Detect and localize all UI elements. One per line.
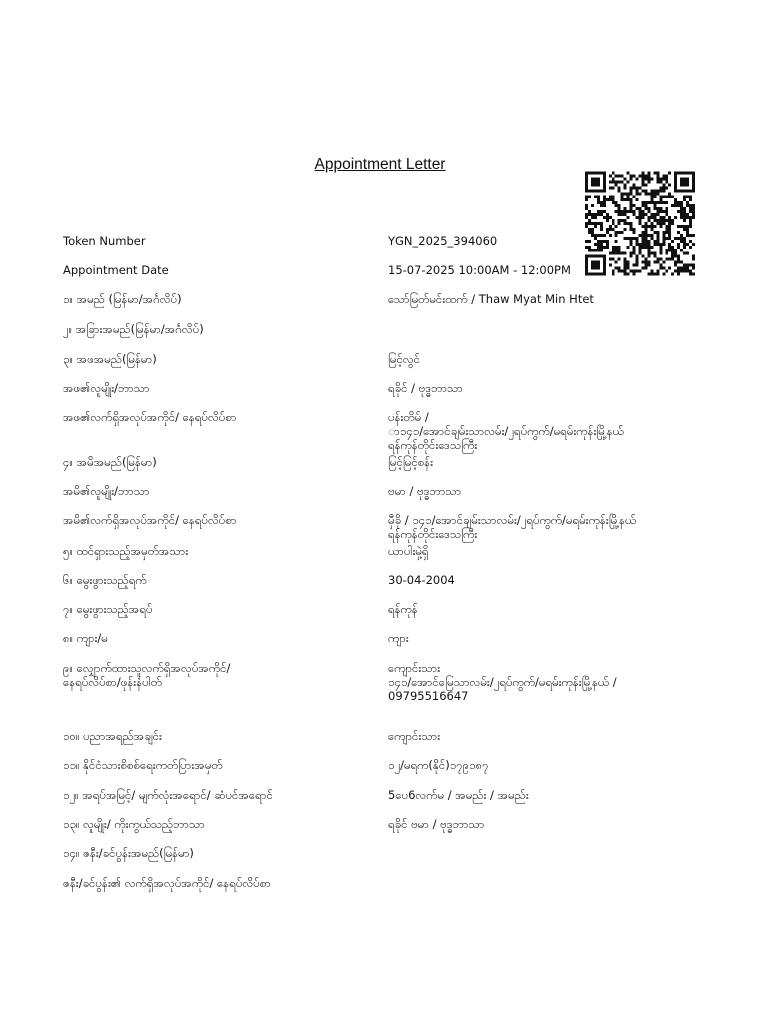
ethnicity-religion-value: ရခိုင် ဗမာ / ဗုဒ္ဓဘာသာ — [388, 817, 485, 831]
father-name-value: မြင့်လွင် — [388, 352, 421, 366]
gender-label: ၈။ ကျား/မ — [63, 631, 108, 645]
mother-occupation-value: မှီခို / ၁၄၁/အောင်ချမ်းသာလမ်း/၂ရပ်ကွက်/မရမ်းကုန်းမြို့နယ် ရန်ကုန်တိုင်းဒေသကြီး — [388, 513, 637, 541]
page-title: Appointment Letter — [314, 156, 446, 173]
token-number-label: Token Number — [63, 234, 146, 248]
birth-date-label: ၆။ မွေးဖွားသည့်ရက် — [63, 573, 147, 587]
mother-name-value: မြင့်မြင့်စန်း — [388, 455, 434, 469]
father-ethnicity-value: ရခိုင် / ဗုဒ္ဓဘာသာ — [388, 381, 463, 395]
applicant-occupation-label: ၉။ လျှောက်ထားသူလက်ရှိအလုပ်အကိုင်/ နေရပ်လိပ်စာ/ဖုန်းနံပါတ် — [63, 661, 231, 689]
father-occupation-value: ပန်းတိမ် / ာ၁၄၁/အောင်ချမ်းသာလမ်း/၂ရပ်ကွက်/မရမ်းကုန်းမြို့နယ် ရန်ကုန်တိုင်းဒေသကြီး — [388, 410, 624, 452]
height-eye-hair-value: 5ပေ6လက်မ / အမည်း / အမည်း — [388, 788, 529, 802]
education-value: ကျောင်းသား — [388, 729, 441, 743]
name-value: သော်မြတ်မင်းထက် / Thaw Myat Min Htet — [388, 292, 594, 306]
father-ethnicity-label: အဖ၏လူမျိုး/ဘာသာ — [63, 381, 150, 395]
token-number-value: YGN_2025_394060 — [388, 234, 498, 248]
birth-place-value: ရန်ကုန် — [388, 602, 418, 616]
birth-place-label: ၇။ မွေးဖွားသည့်အရပ် — [63, 602, 153, 616]
ethnicity-religion-label: ၁၃။ လူမျိုး/ ကိုးကွယ်သည့်ဘာသာ — [63, 817, 205, 831]
spouse-name-label: ၁၄။ ဇနီး/ခင်ပွန်းအမည်(မြန်မာ) — [63, 846, 194, 860]
distinguishing-mark-value: ယာပါးမှဲ့ရှိ — [388, 544, 429, 558]
father-occupation-label: အဖ၏လက်ရှိအလုပ်အကိုင်/ နေရပ်လိပ်စာ — [63, 410, 237, 424]
gender-value: ကျား — [388, 631, 409, 645]
mother-occupation-label: အမိ၏လက်ရှိအလုပ်အကိုင်/ နေရပ်လိပ်စာ — [63, 513, 237, 527]
distinguishing-mark-label: ၅။ ထင်ရှားသည့်အမှတ်အသား — [63, 544, 189, 558]
nrc-value: ၁၂/မရက(နိုင်)၁၇၉၁၈၇ — [388, 758, 489, 772]
education-label: ၁၀။ ပညာအရည်အချင်း — [63, 729, 162, 743]
mother-ethnicity-value: ဗမာ / ဗုဒ္ဓဘာသာ — [388, 484, 462, 498]
nrc-label: ၁၁။ နိုင်ငံသားစိစစ်ရေးကတ်ပြားအမှတ် — [63, 758, 223, 772]
other-name-label: ၂။ အခြားအမည်(မြန်မာ/အင်္ဂလိပ်) — [63, 322, 204, 336]
qr-code-icon — [585, 171, 695, 276]
applicant-occupation-value: ကျောင်းသား ၁၄၁/အောင်မြေသာလမ်း/၂ရပ်ကွက်/မရမ်းကုန်းမြို့နယ် / 09795516647 — [388, 661, 617, 703]
mother-name-label: ၄။ အမိအမည်(မြန်မာ) — [63, 455, 157, 469]
spouse-occupation-label: ဇနီး/ခင်ပွန်း၏ လက်ရှိအလုပ်အကိုင်/ နေရပ်လိပ်စာ — [63, 876, 271, 890]
appointment-date-value: 15-07-2025 10:00AM - 12:00PM — [388, 263, 571, 277]
mother-ethnicity-label: အမိ၏လူမျိုး/ဘာသာ — [63, 484, 150, 498]
name-label: ၁။ အမည် (မြန်မာ/အင်္ဂလိပ်) — [63, 292, 182, 306]
father-name-label: ၃။ အဖအမည်(မြန်မာ) — [63, 352, 157, 366]
appointment-date-label: Appointment Date — [63, 263, 169, 277]
birth-date-value: 30-04-2004 — [388, 573, 455, 587]
height-eye-hair-label: ၁၂။ အရပ်အမြင့်/ မျက်လုံးအရောင်/ ဆံပင်အရောင် — [63, 788, 273, 802]
